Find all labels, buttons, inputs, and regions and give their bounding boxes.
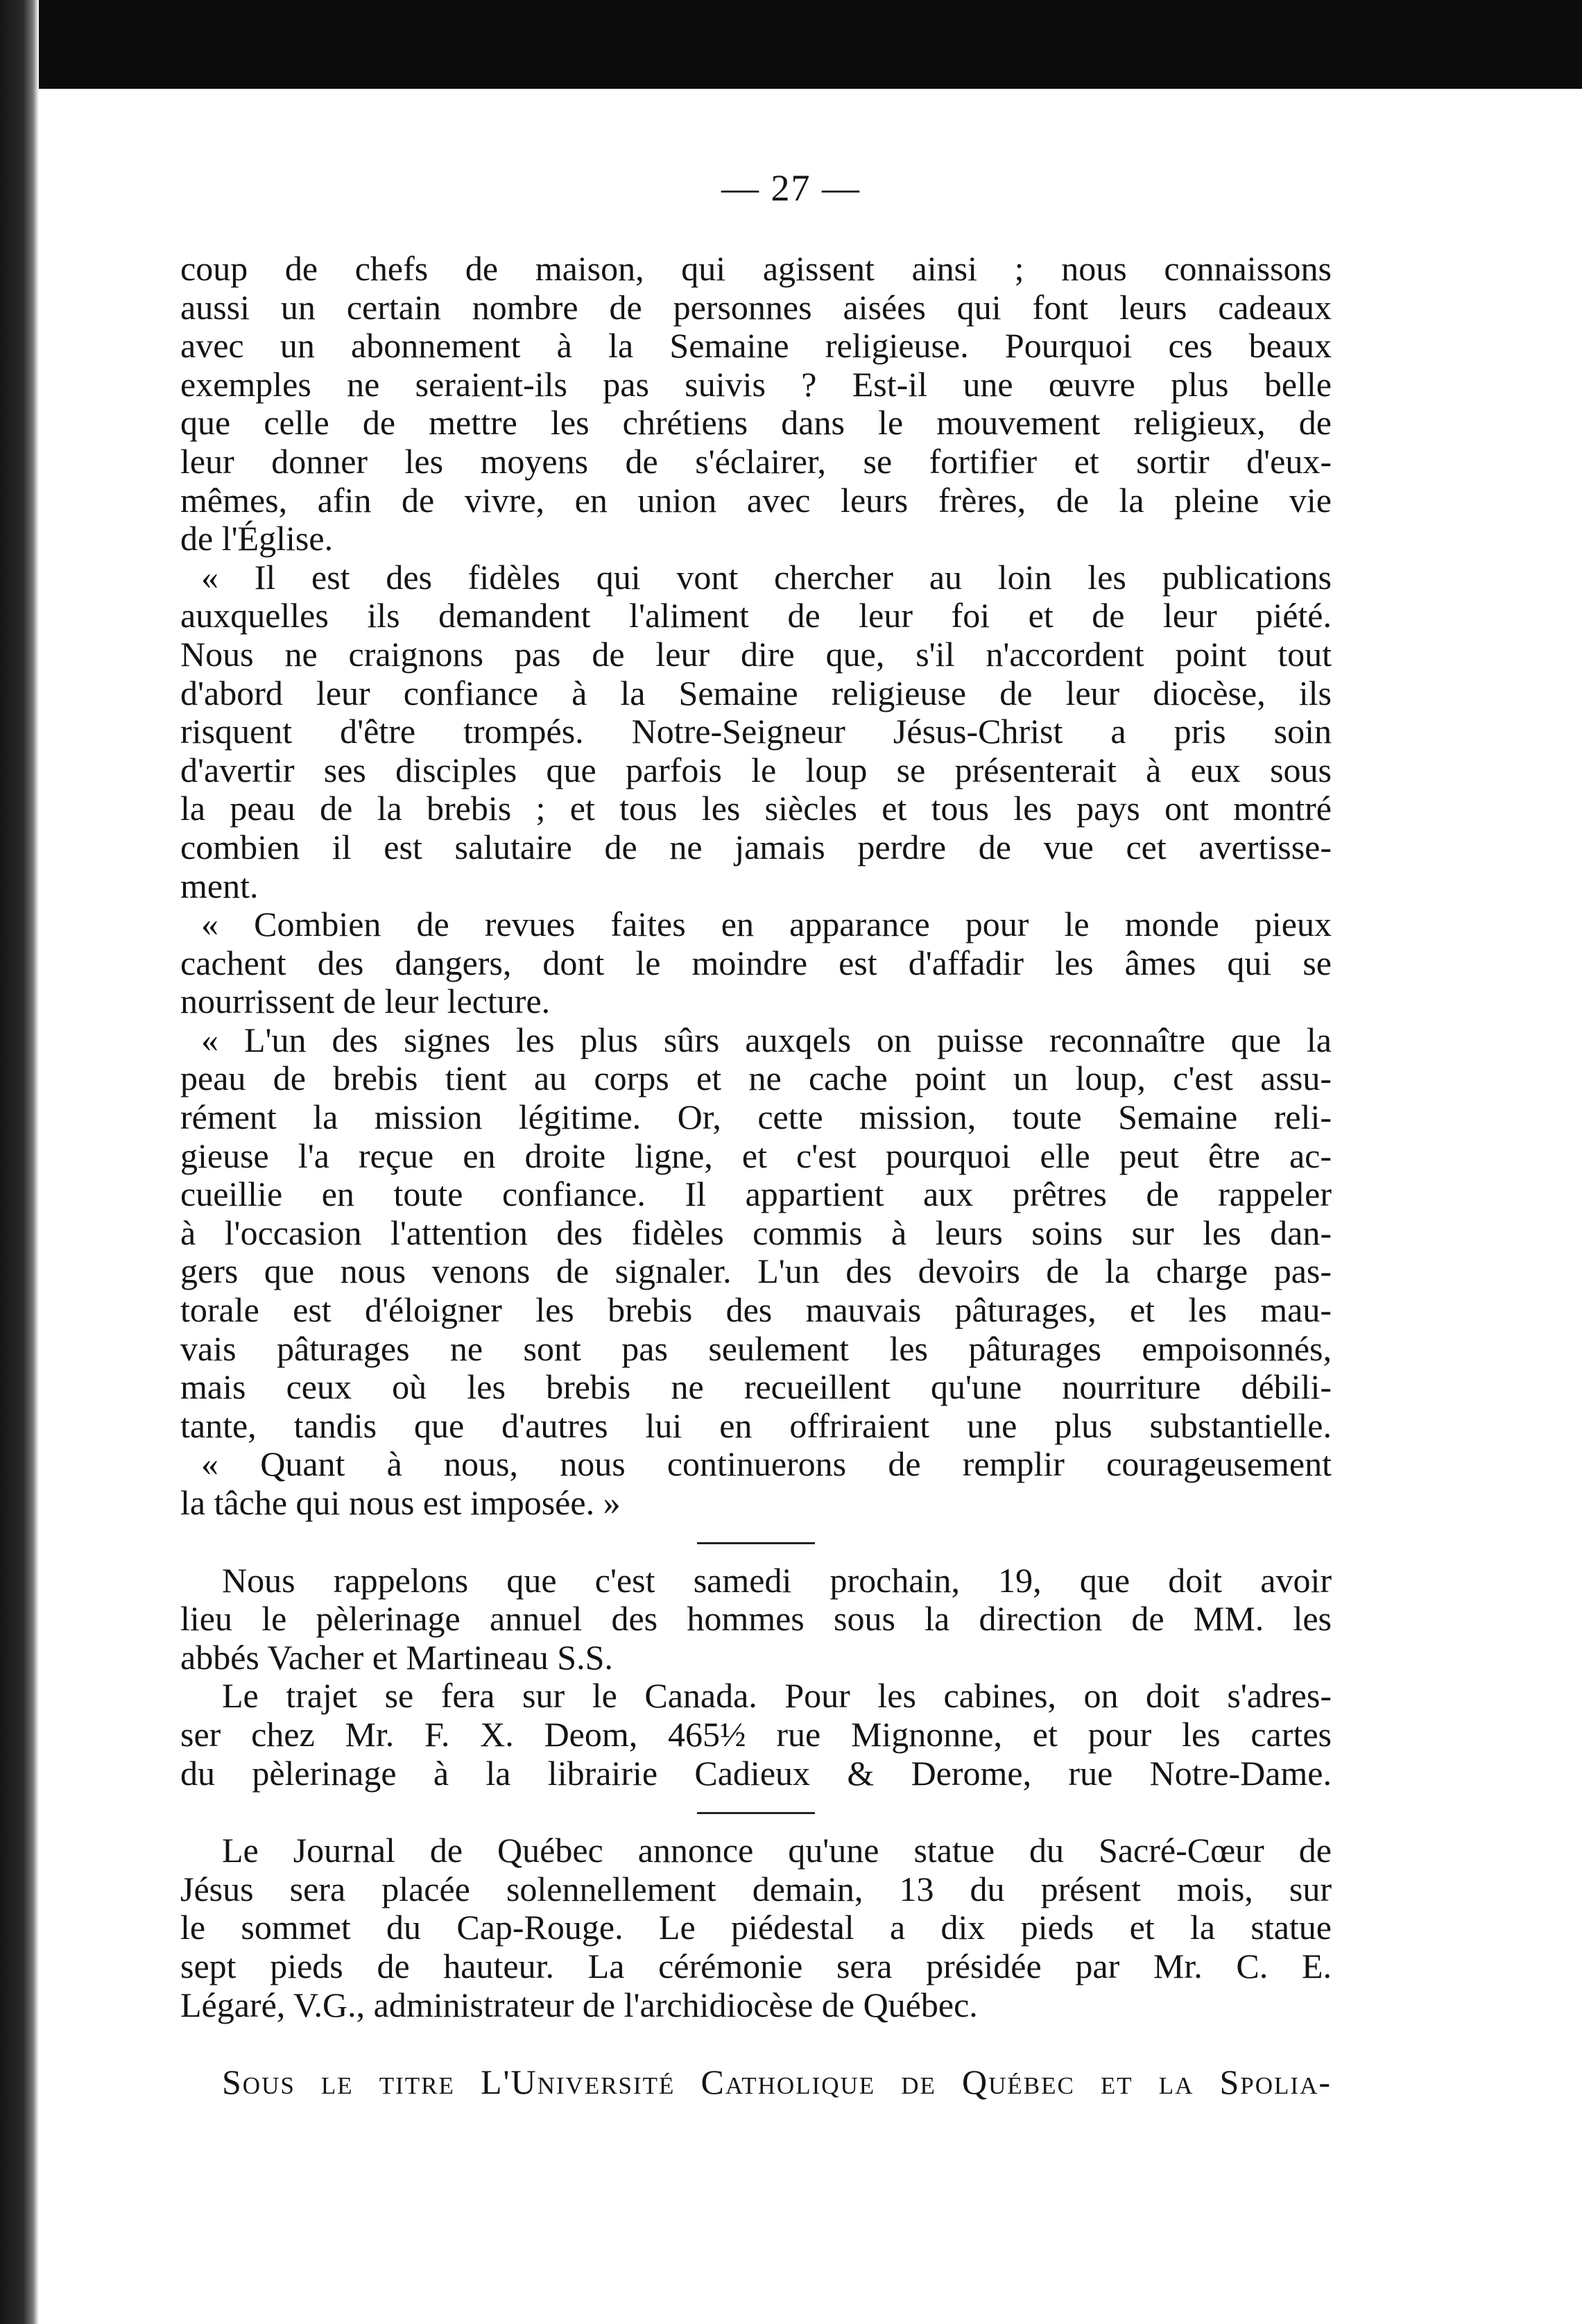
- text-line: vais pâturages ne sont pas seulement les pâturages empoisonnés,: [180, 1328, 1332, 1368]
- text-line: nourrissent de leur lecture.: [180, 982, 551, 1021]
- text-line: à l'occasion l'attention des fidèles commis à leurs soins sur les dan-: [180, 1213, 1332, 1252]
- page-body: [180, 250, 1332, 2102]
- text-line: leur donner les moyens de s'éclairer, se fortifier et sortir d'eux-: [180, 441, 1332, 481]
- text-line: rément la mission légitime. Or, cette mission, toute Semaine reli-: [180, 1097, 1332, 1137]
- text-line: « Combien de revues faites en apparance pour le monde pieux: [201, 905, 1332, 944]
- scan-border-left: [0, 0, 39, 2324]
- text-line: gieuse l'a reçue en droite ligne, et c'est pourquoi elle peut être ac-: [180, 1136, 1332, 1175]
- text-line: coup de chefs de maison, qui agissent ainsi ; nous connaissons: [180, 249, 1332, 288]
- text-line: la peau de la brebis ; et tous les siècles et tous les pays ont montré: [180, 789, 1332, 828]
- text-line: Sous le titre L'Université Catholique de Québec et la Spolia-: [222, 2062, 1332, 2102]
- text-line: Nous ne craignons pas de leur dire que, s'il n'accordent point tout: [180, 634, 1332, 674]
- text-line: d'abord leur confiance à la Semaine religieuse de leur diocèse, ils: [180, 673, 1332, 712]
- text-line: risquent d'être trompés. Notre-Seigneur Jésus-Christ a pris soin: [180, 712, 1332, 751]
- text-line: Nous rappelons que c'est samedi prochain, 19, que doit avoir: [222, 1560, 1332, 1600]
- text-line: du pèlerinage à la librairie Cadieux & Derome, rue Notre-Dame.: [180, 1753, 1332, 1793]
- paragraph-7: [180, 1677, 1332, 1793]
- scan-border-top: [0, 0, 1582, 89]
- text-line: tante, tandis que d'autres lui en offriraient une plus substantielle.: [180, 1405, 1332, 1445]
- text-line: avec un abonnement à la Semaine religieuse. Pourquoi ces beaux: [180, 326, 1332, 366]
- text-line: ser chez Mr. F. X. Deom, 465½ rue Mignonne, et pour les cartes: [180, 1714, 1332, 1754]
- text-line: mêmes, afin de vivre, en union avec leurs frères, de la pleine vie: [180, 480, 1332, 520]
- text-line: Jésus sera placée solennellement demain, 13 du présent mois, sur: [180, 1869, 1332, 1908]
- text-line: torale est d'éloigner les brebis des mauvais pâturages, et les mau-: [180, 1290, 1332, 1330]
- text-line: Le trajet se fera sur le Canada. Pour les cabines, on doit s'adres-: [222, 1676, 1332, 1716]
- text-line: Légaré, V.G., administrateur de l'archidiocèse de Québec.: [180, 1985, 978, 2024]
- section-divider: [180, 1523, 1332, 1562]
- text-line: « L'un des signes les plus sûrs auxqels on puisse reconnaître que la: [201, 1020, 1332, 1059]
- text-line: de l'Église.: [180, 519, 334, 558]
- text-line: « Quant à nous, nous continuerons de remplir courageusement: [201, 1444, 1332, 1484]
- text-line: gers que nous venons de signaler. L'un des devoirs de la charge pas-: [180, 1251, 1332, 1291]
- section-divider: [180, 1793, 1332, 1831]
- text-line: combien il est salutaire de ne jamais perdre de vue cet avertisse-: [180, 827, 1332, 866]
- text-line: que celle de mettre les chrétiens dans le mouvement religieux, de: [180, 403, 1332, 443]
- paragraph-1: [180, 250, 1332, 558]
- text-line: la tâche qui nous est imposée. »: [180, 1483, 621, 1522]
- paragraph-gap: [180, 2024, 1332, 2063]
- text-line: « Il est des fidèles qui vont chercher au loin les publications: [201, 557, 1332, 597]
- paragraph-9: [180, 2063, 1332, 2102]
- text-line: abbés Vacher et Martineau S.S.: [180, 1637, 613, 1677]
- text-line: auxquelles ils demandent l'aliment de leur foi et de leur piété.: [180, 596, 1332, 635]
- text-line: d'avertir ses disciples que parfois le loup se présenterait à eux sous: [180, 750, 1332, 789]
- text-line: ment.: [180, 866, 259, 905]
- paragraph-6: [180, 1562, 1332, 1677]
- page-number: — 27 —: [721, 167, 861, 209]
- text-line: sept pieds de hauteur. La cérémonie sera présidée par Mr. C. E.: [180, 1946, 1332, 1985]
- paragraph-3: [180, 905, 1332, 1021]
- text-line: le sommet du Cap-Rouge. Le piédestal a dix pieds et la statue: [180, 1908, 1332, 1947]
- text-line: exemples ne seraient-ils pas suivis ? Est-il une œuvre plus belle: [180, 364, 1332, 404]
- paragraph-8: [180, 1831, 1332, 2024]
- text-line: lieu le pèlerinage annuel des hommes sous la direction de MM. les: [180, 1599, 1332, 1639]
- text-line: peau de brebis tient au corps et ne cache point un loup, c'est assu-: [180, 1059, 1332, 1098]
- text-line: mais ceux où les brebis ne recueillent qu'une nourriture débili-: [180, 1367, 1332, 1407]
- text-line: cueillie en toute confiance. Il appartient aux prêtres de rappeler: [180, 1174, 1332, 1214]
- paragraph-5: [180, 1445, 1332, 1522]
- text-line: cachent des dangers, dont le moindre est d'affadir les âmes qui se: [180, 943, 1332, 982]
- text-line: aussi un certain nombre de personnes aisées qui font leurs cadeaux: [180, 287, 1332, 327]
- text-line: Le Journal de Québec annonce qu'une statue du Sacré-Cœur de: [222, 1831, 1332, 1870]
- paragraph-2: [180, 558, 1332, 905]
- paragraph-4: [180, 1021, 1332, 1446]
